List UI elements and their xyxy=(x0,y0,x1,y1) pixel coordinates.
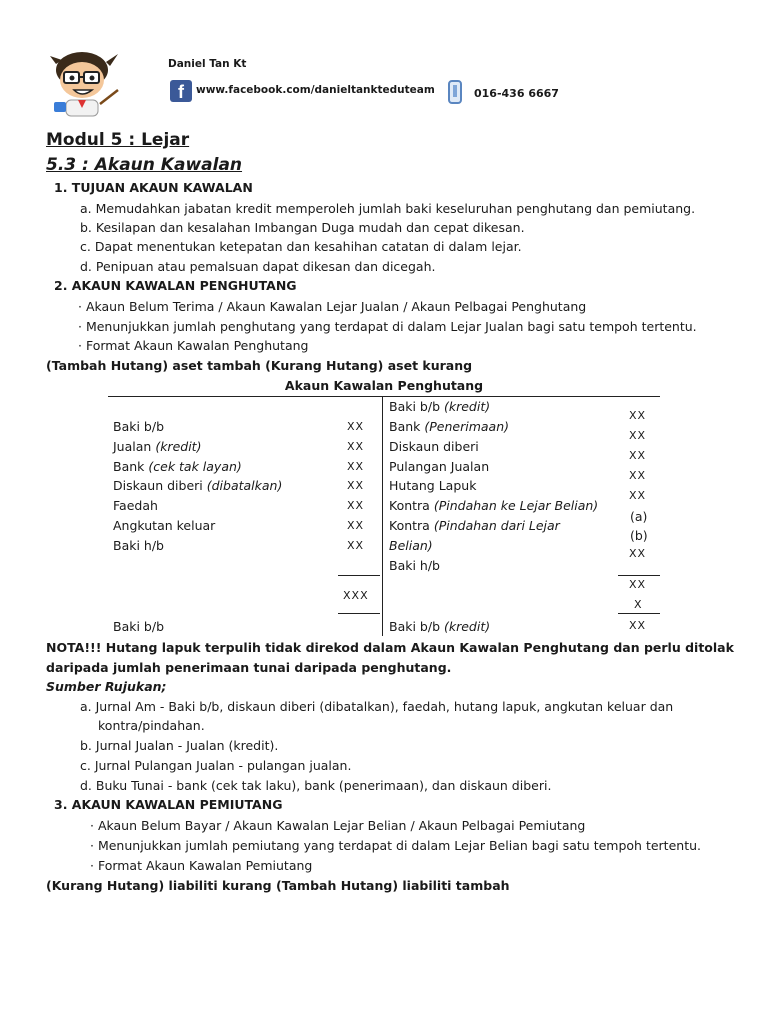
bullet-item: · Akaun Belum Terima / Akaun Kawalan Lejar Jualan / Akaun Pelbagai Penghutang xyxy=(78,299,587,314)
note-line: daripada jumlah penerimaan tunai daripada penghutang. xyxy=(46,660,452,675)
rule-text: (Kurang Hutang) liabiliti kurang (Tambah Hutang) liabiliti tambah xyxy=(46,878,510,893)
section-title: 5.3 : Akaun Kawalan xyxy=(46,155,243,175)
credit-row-label: Diskaun diberi xyxy=(389,439,479,454)
credit-amount: XX xyxy=(629,449,647,462)
credit-amount: XX xyxy=(629,619,647,632)
debit-amount: XX xyxy=(347,519,365,532)
rule-text: (Tambah Hutang) aset tambah (Kurang Hutang) aset kurang xyxy=(46,358,473,373)
credit-amount: XX xyxy=(629,469,647,482)
bullet-item: · Menunjukkan jumlah pemiutang yang terdapat di dalam Lejar Belian bagi satu tempoh tertentu. xyxy=(90,838,701,853)
phone-icon xyxy=(448,80,462,104)
debit-row-label: Jualan (kredit) xyxy=(113,439,202,454)
credit-row-label: Hutang Lapuk xyxy=(389,478,477,493)
bullet-item: · Format Akaun Kawalan Pemiutang xyxy=(90,858,313,873)
facebook-icon: f xyxy=(170,80,192,102)
ledger-title: Akaun Kawalan Penghutang xyxy=(284,378,484,393)
list-item: a. Memudahkan jabatan kredit memperoleh jumlah baki keseluruhan penghutang dan pemiutang. xyxy=(80,201,696,216)
credit-row-label: Baki h/b xyxy=(389,558,440,573)
credit-total: X xyxy=(634,598,643,611)
credit-amount: XX xyxy=(629,429,647,442)
list-item: d. Buku Tunai - bank (cek tak laku), bank (penerimaan), dan diskaun diberi. xyxy=(80,778,552,793)
list-item: d. Penipuan atau pemalsuan dapat dikesan dan dicegah. xyxy=(80,259,436,274)
debit-row-label: Diskaun diberi (dibatalkan) xyxy=(113,478,283,493)
debit-row-label: Bank (cek tak layan) xyxy=(113,459,242,474)
credit-row-label: Baki b/b (kredit) xyxy=(389,399,491,414)
debit-amount: XX xyxy=(347,460,365,473)
credit-row-label: Bank (Penerimaan) xyxy=(389,419,510,434)
debit-row-label: Baki h/b xyxy=(113,538,164,553)
facebook-url[interactable]: www.facebook.com/danieltankteduteam xyxy=(196,84,435,96)
list-item: b. Kesilapan dan kesalahan Imbangan Duga mudah dan cepat dikesan. xyxy=(80,220,525,235)
author-name: Daniel Tan Kt xyxy=(168,58,247,70)
debit-amount: XX xyxy=(347,420,365,433)
debit-row-label: Baki b/b xyxy=(113,419,165,434)
debit-amount: XX xyxy=(347,440,365,453)
credit-total-rule xyxy=(618,575,660,576)
debit-amount: XX xyxy=(347,499,365,512)
section1-heading: 1. TUJUAN AKAUN KAWALAN xyxy=(54,180,253,195)
ledger-top-rule xyxy=(108,396,660,397)
credit-total: XX xyxy=(629,578,647,591)
debit-amount: XX xyxy=(347,539,365,552)
debit-total: XXX xyxy=(343,589,369,602)
list-item: c. Dapat menentukan ketepatan dan kesahihan catatan di dalam lejar. xyxy=(80,239,522,254)
credit-row-label: Kontra (Pindahan ke Lejar Belian) xyxy=(389,498,599,513)
list-item: kontra/pindahan. xyxy=(98,718,205,733)
section2-heading: 2. AKAUN KAWALAN PENGHUTANG xyxy=(54,278,297,293)
module-title: Modul 5 : Lejar xyxy=(46,130,190,150)
cartoon-avatar-icon xyxy=(46,46,122,118)
credit-row-label: Pulangan Jualan xyxy=(389,459,490,474)
debit-total-rule xyxy=(338,575,380,576)
credit-amount: (a) xyxy=(630,509,648,524)
bullet-item: · Menunjukkan jumlah penghutang yang terdapat di dalam Lejar Jualan bagi satu tempoh tertentu. xyxy=(78,319,697,334)
credit-total-rule xyxy=(618,613,660,614)
credit-amount: (b) xyxy=(630,528,648,543)
note-line: NOTA!!! Hutang lapuk terpulih tidak direkod dalam Akaun Kawalan Penghutang dan perlu ditolak xyxy=(46,640,734,655)
debit-row-label: Angkutan keluar xyxy=(113,518,216,533)
debit-amount: XX xyxy=(347,479,365,492)
list-item: a. Jurnal Am - Baki b/b, diskaun diberi (dibatalkan), faedah, hutang lapuk, angkutan keluar dan xyxy=(80,699,674,714)
credit-amount: XX xyxy=(629,489,647,502)
credit-amount: XX xyxy=(629,409,647,422)
credit-next-balance: Baki b/b (kredit) xyxy=(389,619,491,634)
debit-next-balance: Baki b/b xyxy=(113,619,165,634)
debit-total-rule xyxy=(338,613,380,614)
section3-heading: 3. AKAUN KAWALAN PEMIUTANG xyxy=(54,797,283,812)
bullet-item: · Akaun Belum Bayar / Akaun Kawalan Lejar Belian / Akaun Pelbagai Pemiutang xyxy=(90,818,586,833)
bullet-item: · Format Akaun Kawalan Penghutang xyxy=(78,338,309,353)
credit-amount: XX xyxy=(629,547,647,560)
credit-row-label: Belian) xyxy=(389,538,433,553)
list-item: c. Jurnal Pulangan Jualan - pulangan jualan. xyxy=(80,758,352,773)
sources-heading: Sumber Rujukan; xyxy=(46,679,167,694)
credit-row-label: Kontra (Pindahan dari Lejar xyxy=(389,518,560,533)
list-item: b. Jurnal Jualan - Jualan (kredit). xyxy=(80,738,279,753)
debit-row-label: Faedah xyxy=(113,498,158,513)
phone-number: 016-436 6667 xyxy=(474,87,559,100)
ledger-center-rule xyxy=(382,396,383,636)
